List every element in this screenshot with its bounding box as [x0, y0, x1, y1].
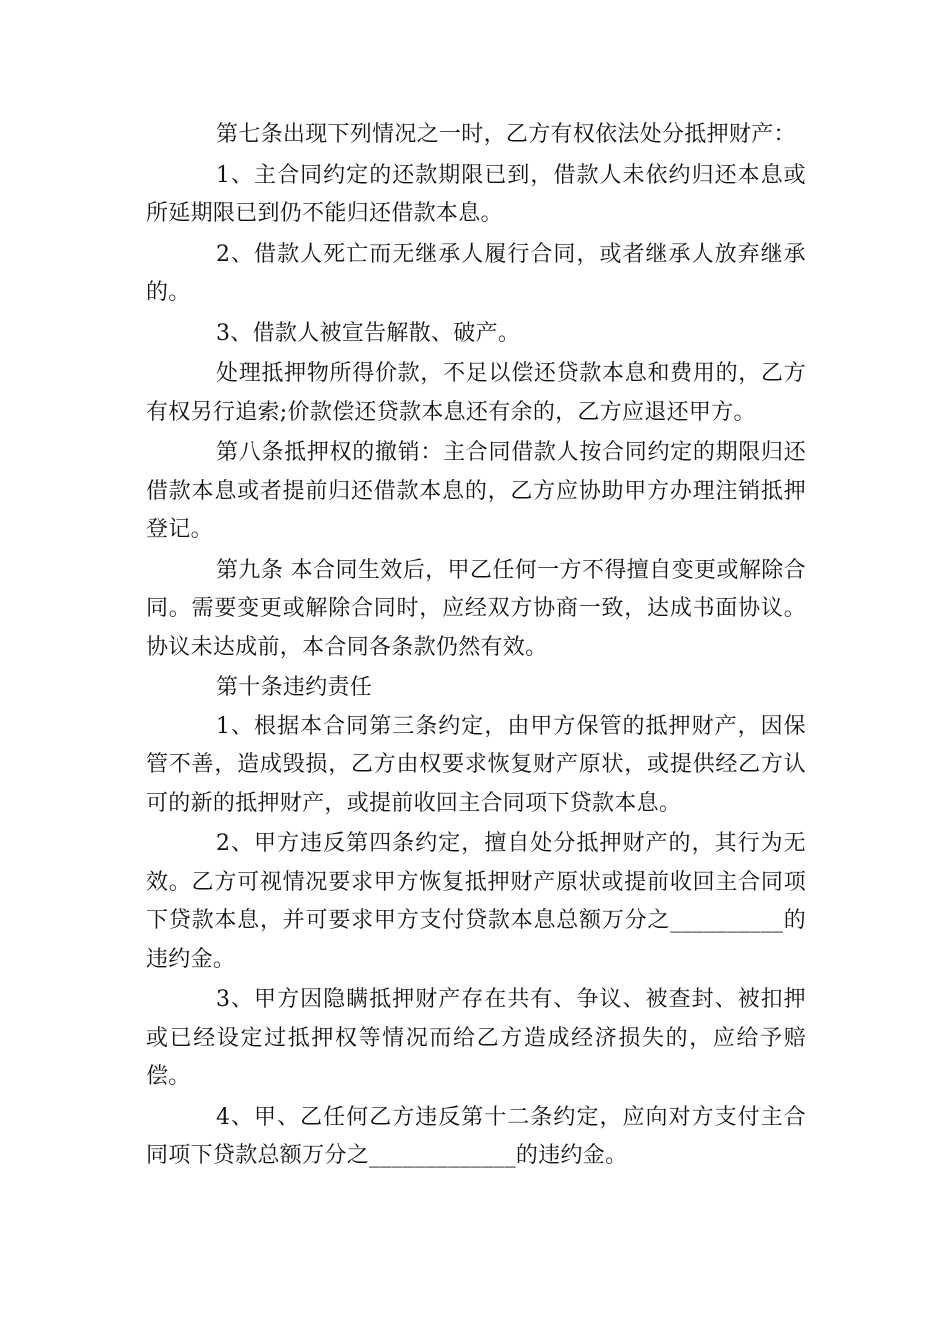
clause-ten-item-2: 2、甲方违反第四条约定，擅自处分抵押财产的，其行为无效。乙方可视情况要求甲方恢复抵押财产原状或提前收回主合同项下贷款本息，并可要求甲方支付贷款本息总额万分之__________的违约金。 — [146, 831, 806, 972]
clause-seven-paragraph: 第七条出现下列情况之一时，乙方有权依法处分抵押财产： — [216, 122, 796, 147]
clause-ten-item-1: 1、根据本合同第三条约定，由甲方保管的抵押财产，因保管不善，造成毁损，乙方由权要求恢复财产原状，或提供经乙方认可的新的抵押财产，或提前收回主合同项下贷款本息。 — [146, 713, 806, 816]
clause-ten-item-4: 4、甲、乙任何乙方违反第十二条约定，应向对方支付主合同项下贷款总额万分之_____________的违约金。 — [146, 1104, 806, 1168]
clause-ten-item-3: 3、甲方因隐瞒抵押财产存在共有、争议、被查封、被扣押或已经设定过抵押权等情况而给乙方造成经济损失的，应给予赔偿。 — [146, 987, 806, 1089]
clause-ten-heading: 第十条违约责任 — [216, 675, 373, 700]
clause-eight-paragraph: 第八条抵押权的撤销：主合同借款人按合同约定的期限归还借款本息或者提前归还借款本息的，乙方应协助甲方办理注销抵押登记。 — [146, 440, 806, 542]
clause-seven-item-3: 3、借款人被宣告解散、破产。 — [216, 320, 521, 346]
clause-seven-item-1: 1、主合同约定的还款期限已到，借款人未依约归还本息或所延期限已到仍不能归还借款本息。 — [146, 162, 806, 226]
disposal-proceeds-paragraph: 处理抵押物所得价款，不足以偿还贷款本息和费用的，乙方有权另行追索;价款偿还贷款本息还有余的，乙方应退还甲方。 — [146, 361, 806, 425]
clause-seven-item-2: 2、借款人死亡而无继承人履行合同，或者继承人放弃继承的。 — [146, 241, 806, 305]
document-body — [146, 116, 806, 1178]
clause-nine-paragraph: 第九条 本合同生效后，甲乙任何一方不得擅自变更或解除合同。需要变更或解除合同时，应经双方协商一致，达成书面协议。协议未达成前，本合同各条款仍然有效。 — [146, 557, 806, 660]
